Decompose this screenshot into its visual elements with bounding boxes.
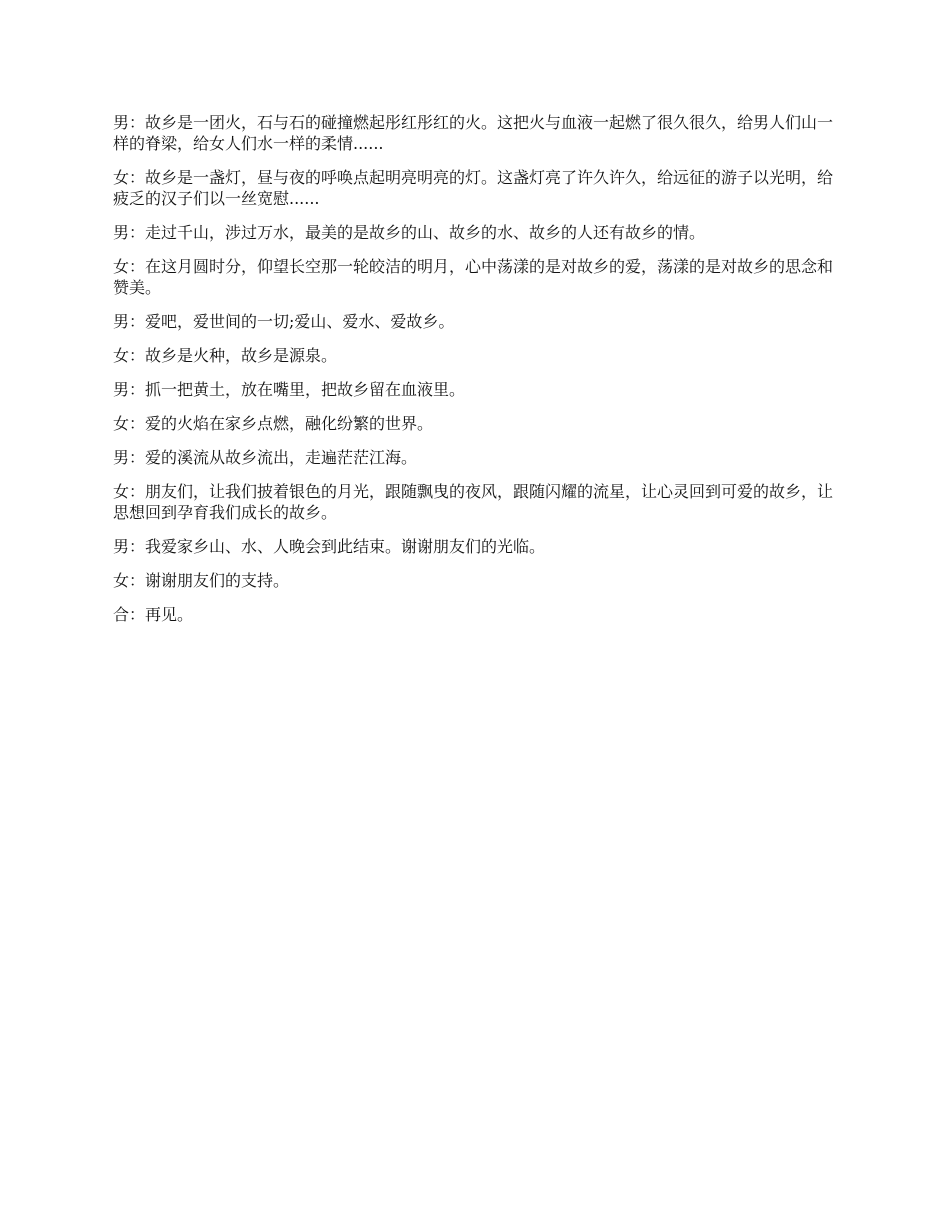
paragraph: 男：我爱家乡山、水、人晚会到此结束。谢谢朋友们的光临。	[113, 537, 546, 556]
paragraph: 女：朋友们，让我们披着银色的月光，跟随飘曳的夜风，跟随闪耀的流星，让心灵回到可爱的故乡，让思想回到孕育我们成长的故乡。	[113, 482, 834, 522]
paragraph: 男：爱的溪流从故乡流出，走遍茫茫江海。	[113, 448, 418, 467]
paragraph: 男：爱吧，爱世间的一切;爱山、爱水、爱故乡。	[113, 312, 455, 331]
paragraph: 男：抓一把黄土，放在嘴里，把故乡留在血液里。	[113, 380, 466, 399]
paragraph: 女：谢谢朋友们的支持。	[113, 571, 290, 590]
paragraph: 合：再见。	[113, 605, 194, 624]
paragraph: 女：故乡是火种，故乡是源泉。	[113, 346, 338, 365]
paragraph: 女：故乡是一盏灯，昼与夜的呼唤点起明亮明亮的灯。这盏灯亮了许久许久，给远征的游子以光明，给疲乏的汉子们以一丝宽慰......	[113, 168, 834, 208]
paragraph: 女：爱的火焰在家乡点燃，融化纷繁的世界。	[113, 414, 434, 433]
paragraph: 男：故乡是一团火，石与石的碰撞燃起彤红彤红的火。这把火与血液一起燃了很久很久，给男人们山一样的脊梁，给女人们水一样的柔情......	[113, 113, 834, 153]
document-page	[113, 112, 840, 638]
paragraph: 男：走过千山，涉过万水，最美的是故乡的山、故乡的水、故乡的人还有故乡的情。	[113, 223, 706, 242]
paragraph: 女：在这月圆时分，仰望长空那一轮皎洁的明月，心中荡漾的是对故乡的爱，荡漾的是对故乡的思念和赞美。	[113, 257, 834, 297]
